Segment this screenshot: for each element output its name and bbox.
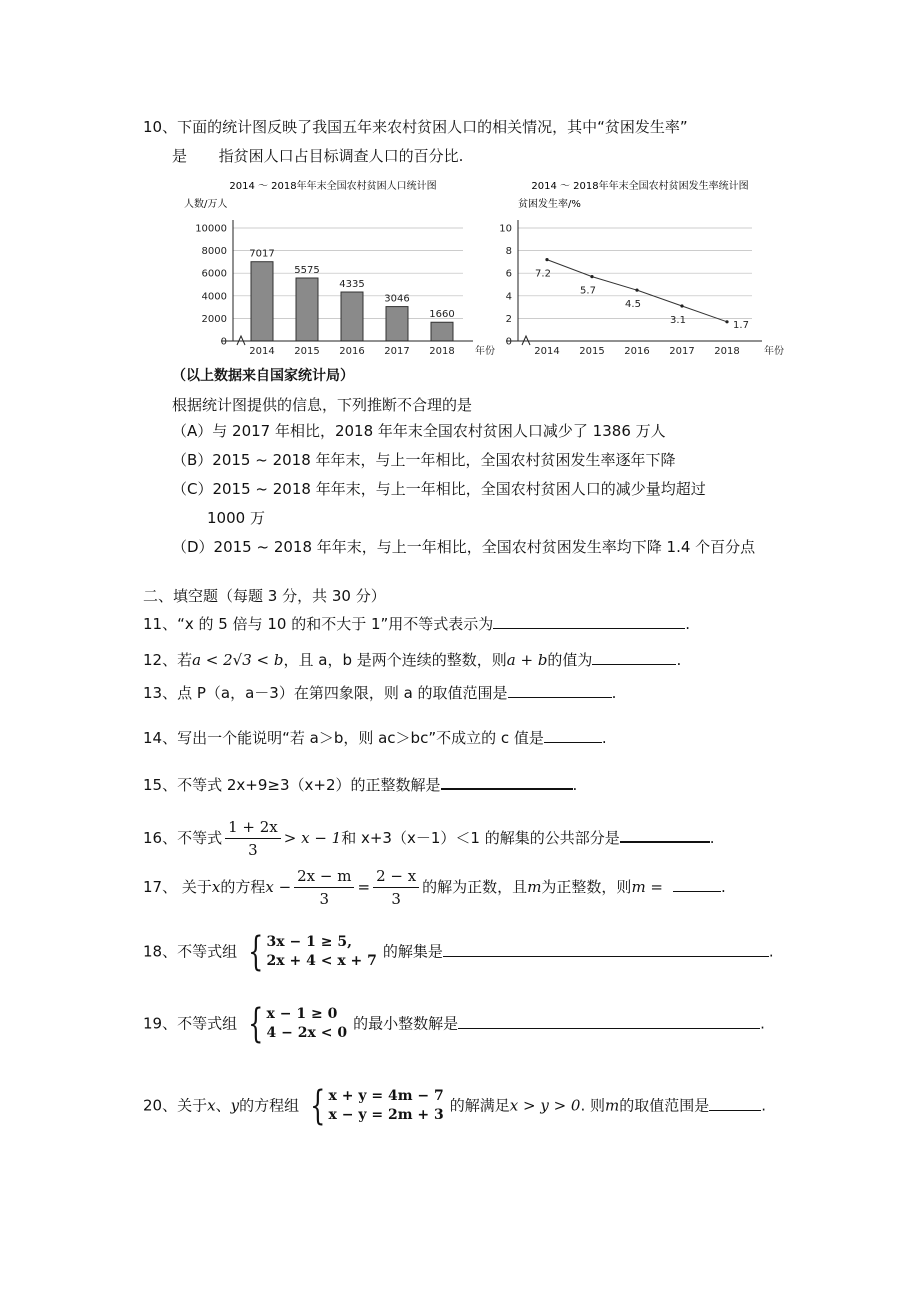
bar-value-label: 3046 — [384, 293, 410, 305]
x-tick-label: 2017 — [669, 346, 695, 357]
bar-value-label: 1660 — [429, 309, 455, 321]
bar — [341, 292, 363, 341]
q18-answer-blank[interactable] — [443, 940, 769, 957]
q20-text-e: 的取值范围是 — [619, 1096, 710, 1115]
q13-text: 13、点 P（a，a－3）在第四象限，则 a 的取值范围是 — [143, 684, 508, 702]
q20-end: . — [761, 1096, 767, 1115]
y-tick-label: 6000 — [201, 268, 227, 280]
data-point-label: 4.5 — [625, 299, 641, 311]
y-tick-label: 0 — [220, 336, 227, 348]
q14-answer-blank[interactable] — [544, 726, 602, 743]
q16-text-a: 16、不等式 — [143, 829, 223, 847]
x-tick-label: 2014 — [534, 346, 560, 357]
q20-condition: x > y > 0 — [509, 1096, 581, 1115]
q17-var-m: m — [527, 878, 542, 896]
q17-end: . — [721, 878, 726, 896]
bar — [386, 307, 408, 341]
q20-text-c: 的解满足 — [449, 1096, 510, 1115]
bar — [296, 278, 318, 341]
q18-text-b: 的解集是 — [382, 942, 443, 961]
bar-chart-title: 2014 ～ 2018年年末全国农村贫困人口统计图 — [229, 181, 437, 192]
data-point — [545, 258, 548, 261]
q14-text: 14、写出一个能说明“若 a＞b，则 ac＞bc”不成立的 c 值是 — [143, 729, 544, 747]
x-tick-label: 2018 — [714, 346, 740, 357]
q15-text: 15、不等式 2x+9≥3（x+2）的正整数解是 — [143, 776, 441, 794]
data-point-label: 7.2 — [535, 268, 551, 280]
line-chart-title: 2014 ～ 2018年年末全国农村贫困发生率统计图 — [531, 181, 749, 192]
q12-text-c: 的值为 — [547, 651, 593, 669]
population-bar-chart — [178, 172, 495, 362]
q17-var-x: x — [211, 878, 221, 896]
q10-stem-line2-b: 指贫困人口占目标调查人口的百分比. — [218, 147, 464, 165]
q10-option-c-line2: 1000 万 — [207, 509, 265, 527]
q18-system — [243, 929, 377, 975]
q20-var-y: y — [230, 1096, 240, 1115]
line-chart-ylabel: 贫困发生率/% — [518, 199, 581, 210]
q17-numerator-1: 2x − m — [294, 866, 354, 888]
q11 — [143, 612, 690, 634]
q10-option-a: （A）与 2017 年相比，2018 年年末全国农村贫困人口减少了 1386 万人 — [172, 422, 666, 440]
y-tick-label: 4 — [505, 291, 512, 303]
q10-option-b: （B）2015 ~ 2018 年年末，与上一年相比，全国农村贫困发生率逐年下降 — [172, 451, 676, 469]
q19-text-b: 的最小整数解是 — [353, 1014, 459, 1033]
q14-end: . — [601, 729, 607, 747]
y-tick-label: 2000 — [201, 313, 227, 325]
bar — [431, 322, 453, 341]
x-tick-label: 2018 — [429, 346, 455, 357]
bar-value-label: 4335 — [339, 279, 365, 291]
y-tick-label: 6 — [505, 268, 512, 280]
q10-stem-line1: 10、下面的统计图反映了我国五年来农村贫困人口的相关情况，其中“贫困发生率” — [143, 118, 688, 136]
q17-numerator-2: 2 − x — [373, 866, 419, 888]
q17-text-a: 17、 关于 — [143, 878, 212, 896]
q10-option-c-line1: （C）2015 ~ 2018 年年末，与上一年相比，全国农村贫困人口的减少量均超过 — [172, 480, 706, 498]
poverty-rate-line-chart — [490, 172, 790, 362]
q20-brace: { — [310, 1083, 326, 1129]
q15-end: . — [572, 776, 578, 794]
q17-denominator-1: 3 — [319, 890, 330, 908]
q18-end: . — [768, 942, 774, 961]
y-tick-label: 2 — [505, 313, 512, 325]
q17-text-d: 为正整数，则 — [541, 878, 632, 896]
q18-row-1: 3x − 1 ≥ 5, — [266, 934, 352, 950]
q20-var-x: x — [207, 1096, 216, 1115]
q17-rhs: m = — [631, 878, 663, 896]
q16-numerator: 1 + 2x — [225, 817, 281, 839]
data-point — [725, 320, 728, 323]
q13-end: . — [611, 684, 617, 702]
x-tick-label: 2016 — [624, 346, 650, 357]
q12-end: . — [676, 651, 682, 669]
q18-text-a: 18、不等式组 — [143, 942, 238, 961]
q16-relation: > x − 1 — [283, 829, 342, 847]
q16-answer-blank[interactable] — [620, 825, 710, 843]
q20-var-m: m — [605, 1096, 620, 1115]
y-tick-label: 8 — [505, 246, 512, 258]
x-tick-label: 2015 — [579, 346, 605, 357]
data-source-note: （以上数据来自国家统计局） — [172, 368, 354, 384]
bar-value-label: 7017 — [249, 248, 275, 260]
q14 — [143, 726, 607, 748]
x-tick-label: 2016 — [339, 346, 365, 357]
q19-text-a: 19、不等式组 — [143, 1014, 238, 1033]
q16-text-b: 和 x+3（x－1）＜1 的解集的公共部分是 — [341, 829, 620, 847]
q11-end: . — [685, 615, 691, 633]
q19-row-1: x − 1 ≥ 0 — [266, 1006, 338, 1022]
q13 — [143, 681, 616, 703]
q17-equals: = — [357, 878, 371, 896]
q19-brace: { — [248, 1001, 264, 1047]
q12-answer-blank[interactable] — [592, 648, 676, 665]
q15 — [143, 772, 577, 795]
data-point-label: 1.7 — [733, 319, 749, 331]
y-tick-label: 4000 — [201, 291, 227, 303]
q10-option-d: （D）2015 ~ 2018 年年末，与上一年相比，全国农村贫困发生率均下降 1.4 个百分点 — [172, 538, 756, 556]
q19-answer-blank[interactable] — [458, 1012, 760, 1029]
q20 — [143, 1083, 767, 1129]
q17-fraction-2 — [373, 866, 419, 909]
x-tick-label: 2015 — [294, 346, 320, 357]
data-point — [635, 289, 638, 292]
x-tick-label: 2017 — [384, 346, 410, 357]
x-axis-label: 年份 — [764, 346, 784, 357]
bar-chart-ylabel: 人数/万人 — [184, 199, 228, 210]
q20-row-2: x − y = 2m + 3 — [328, 1107, 444, 1123]
bar-value-label: 5575 — [294, 265, 320, 277]
q20-sep: 、 — [215, 1096, 231, 1115]
q16 — [143, 817, 714, 860]
q17-denominator-2: 3 — [391, 890, 401, 908]
q20-answer-blank[interactable] — [709, 1094, 761, 1111]
q12-text-a: 12、若 — [143, 651, 193, 669]
q12 — [143, 648, 681, 670]
q18 — [143, 929, 774, 975]
q16-fraction — [225, 817, 281, 860]
q11-answer-blank[interactable] — [493, 612, 685, 629]
q17 — [143, 866, 726, 909]
q17-lhs: x − — [265, 878, 292, 896]
y-tick-label: 10 — [499, 223, 512, 235]
x-tick-label: 2014 — [249, 346, 275, 357]
q20-text-a: 20、关于 — [143, 1096, 208, 1115]
data-point-label: 5.7 — [580, 285, 596, 297]
q20-row-1: x + y = 4m − 7 — [328, 1088, 444, 1104]
q20-system — [305, 1083, 444, 1129]
q17-text-b: 的方程 — [220, 878, 266, 896]
q20-text-b: 的方程组 — [239, 1096, 300, 1115]
q12-math: a < 2√3 < b — [192, 651, 284, 669]
q13-answer-blank[interactable] — [508, 681, 612, 698]
y-tick-label: 10000 — [195, 223, 227, 235]
data-point — [590, 275, 593, 278]
q12-math2: a + b — [506, 651, 548, 669]
q19-end: . — [760, 1014, 765, 1033]
q16-end: . — [709, 829, 715, 847]
q19 — [143, 1001, 765, 1047]
section2-heading: 二、填空题（每题 3 分，共 30 分） — [143, 587, 386, 605]
q19-system — [243, 1001, 348, 1047]
bar — [251, 262, 273, 341]
y-tick-label: 8000 — [201, 246, 227, 258]
q15-answer-blank[interactable] — [441, 772, 573, 790]
q17-answer-blank[interactable] — [673, 875, 721, 892]
q20-text-d: . 则 — [580, 1096, 605, 1115]
q10-stem-line2-a: 是 — [172, 147, 188, 165]
q11-text: 11、“x 的 5 倍与 10 的和不大于 1”用不等式表示为 — [143, 615, 494, 633]
q18-brace: { — [248, 929, 264, 975]
q16-denominator: 3 — [248, 841, 258, 859]
x-axis-label: 年份 — [475, 346, 495, 357]
q17-text-c: 的解为正数，且 — [422, 878, 528, 896]
data-point — [680, 304, 683, 307]
q17-fraction-1 — [294, 866, 354, 909]
q18-row-2: 2x + 4 < x + 7 — [266, 953, 377, 969]
q12-text-b: ，且 a，b 是两个连续的整数，则 — [283, 651, 507, 669]
q10-stem-line2 — [172, 146, 463, 166]
y-tick-label: 0 — [505, 336, 512, 348]
data-point-label: 3.1 — [670, 314, 686, 326]
q10-prompt: 根据统计图提供的信息，下列推断不合理的是 — [172, 396, 473, 414]
q19-row-2: 4 − 2x < 0 — [266, 1025, 348, 1041]
